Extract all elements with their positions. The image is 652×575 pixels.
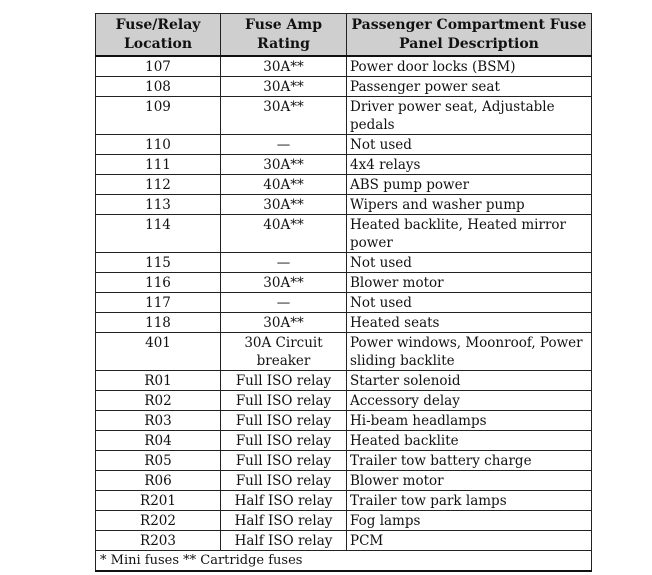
table-row xyxy=(96,471,592,491)
cell-location: 107 xyxy=(96,56,221,77)
cell-location: 112 xyxy=(96,175,221,195)
cell-location: 109 xyxy=(96,97,221,135)
cell-location: R04 xyxy=(96,431,221,451)
table-row xyxy=(96,511,592,531)
cell-description: Driver power seat, Adjustable pedals xyxy=(347,97,592,135)
cell-description: Trailer tow battery charge xyxy=(347,451,592,471)
cell-rating: 30A** xyxy=(221,56,347,77)
table-row xyxy=(96,371,592,391)
fuse-panel-table xyxy=(95,13,592,572)
table-row xyxy=(96,195,592,215)
table-row xyxy=(96,313,592,333)
cell-rating: Full ISO relay xyxy=(221,391,347,411)
cell-rating: 30A** xyxy=(221,273,347,293)
table-row xyxy=(96,273,592,293)
cell-description: Blower motor xyxy=(347,273,592,293)
table-body xyxy=(96,56,592,551)
table-row xyxy=(96,77,592,97)
table-row xyxy=(96,411,592,431)
cell-rating: Full ISO relay xyxy=(221,451,347,471)
cell-rating: — xyxy=(221,135,347,155)
cell-location: 110 xyxy=(96,135,221,155)
cell-rating: 40A** xyxy=(221,215,347,253)
table-row xyxy=(96,391,592,411)
cell-description: Not used xyxy=(347,253,592,273)
cell-rating: Full ISO relay xyxy=(221,371,347,391)
cell-location: 116 xyxy=(96,273,221,293)
cell-rating: 30A** xyxy=(221,313,347,333)
cell-location: R05 xyxy=(96,451,221,471)
table-row xyxy=(96,491,592,511)
cell-description: Power windows, Moonroof, Power sliding backlite xyxy=(347,333,592,371)
cell-rating: Full ISO relay xyxy=(221,411,347,431)
cell-description: Accessory delay xyxy=(347,391,592,411)
cell-location: 118 xyxy=(96,313,221,333)
cell-description: Starter solenoid xyxy=(347,371,592,391)
cell-location: 115 xyxy=(96,253,221,273)
cell-rating: 40A** xyxy=(221,175,347,195)
table-row xyxy=(96,431,592,451)
cell-rating: — xyxy=(221,253,347,273)
cell-location: 117 xyxy=(96,293,221,313)
cell-description: Not used xyxy=(347,293,592,313)
cell-rating: 30A** xyxy=(221,77,347,97)
cell-description: Power door locks (BSM) xyxy=(347,56,592,77)
cell-location: R02 xyxy=(96,391,221,411)
table-row xyxy=(96,97,592,135)
table-row xyxy=(96,135,592,155)
cell-location: R202 xyxy=(96,511,221,531)
cell-description: Wipers and washer pump xyxy=(347,195,592,215)
footnote: * Mini fuses ** Cartridge fuses xyxy=(96,551,592,572)
cell-location: 401 xyxy=(96,333,221,371)
cell-description: Not used xyxy=(347,135,592,155)
table-row xyxy=(96,531,592,551)
table-row xyxy=(96,293,592,313)
cell-location: R201 xyxy=(96,491,221,511)
cell-rating: Half ISO relay xyxy=(221,511,347,531)
cell-description: PCM xyxy=(347,531,592,551)
cell-location: R06 xyxy=(96,471,221,491)
header-location: Fuse/Relay Location xyxy=(96,14,221,57)
cell-description: Heated backlite xyxy=(347,431,592,451)
cell-description: Fog lamps xyxy=(347,511,592,531)
cell-rating: 30A** xyxy=(221,97,347,135)
cell-location: 114 xyxy=(96,215,221,253)
cell-location: R203 xyxy=(96,531,221,551)
cell-description: Heated backlite, Heated mirror power xyxy=(347,215,592,253)
cell-rating: Full ISO relay xyxy=(221,431,347,451)
header-rating: Fuse Amp Rating xyxy=(221,14,347,57)
cell-location: 108 xyxy=(96,77,221,97)
header-description: Passenger Compartment Fuse Panel Description xyxy=(347,14,592,57)
cell-description: ABS pump power xyxy=(347,175,592,195)
cell-description: Hi-beam headlamps xyxy=(347,411,592,431)
cell-rating: — xyxy=(221,293,347,313)
cell-rating: 30A Circuit breaker xyxy=(221,333,347,371)
cell-description: Passenger power seat xyxy=(347,77,592,97)
cell-description: Blower motor xyxy=(347,471,592,491)
cell-description: Heated seats xyxy=(347,313,592,333)
cell-location: R03 xyxy=(96,411,221,431)
table-row xyxy=(96,56,592,77)
cell-location: 111 xyxy=(96,155,221,175)
footnote-row xyxy=(96,551,592,572)
table-row xyxy=(96,155,592,175)
cell-rating: 30A** xyxy=(221,155,347,175)
cell-description: 4x4 relays xyxy=(347,155,592,175)
cell-rating: 30A** xyxy=(221,195,347,215)
cell-rating: Full ISO relay xyxy=(221,471,347,491)
cell-location: 113 xyxy=(96,195,221,215)
table-row xyxy=(96,253,592,273)
cell-location: R01 xyxy=(96,371,221,391)
cell-rating: Half ISO relay xyxy=(221,531,347,551)
table-row xyxy=(96,451,592,471)
table-row xyxy=(96,333,592,371)
table-row xyxy=(96,175,592,195)
table-header-row xyxy=(96,14,592,57)
table-row xyxy=(96,215,592,253)
cell-rating: Half ISO relay xyxy=(221,491,347,511)
cell-description: Trailer tow park lamps xyxy=(347,491,592,511)
